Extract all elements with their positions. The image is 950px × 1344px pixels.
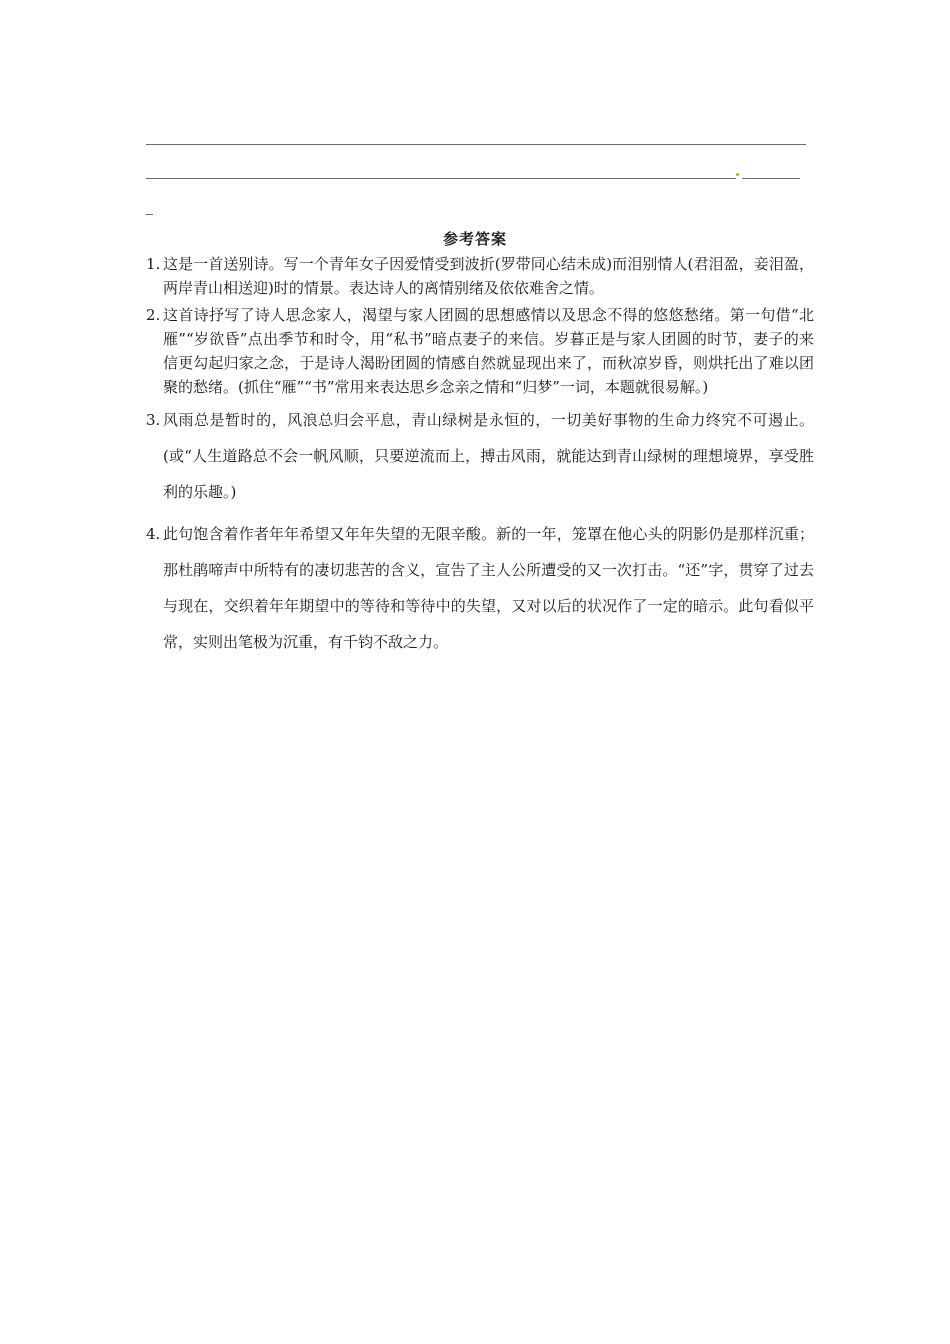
answer-blank-line	[146, 178, 736, 179]
answer-blank-line	[146, 214, 153, 215]
answer-number: 3.	[146, 411, 161, 429]
answer-item	[146, 303, 814, 399]
answer-list	[146, 252, 814, 660]
answer-number: 4.	[146, 525, 161, 543]
answer-blank-line	[146, 144, 806, 145]
answer-text: 风雨总是暂时的，风浪总归会平息，青山绿树是永恒的，一切美好事物的生命力终究不可遏止。(或“人生道路总不会一帆风顺，只要逆流而上，搏击风雨，就能达到青山绿树的理想境界，享受胜利的乐趣。)	[163, 411, 814, 501]
answer-number: 2.	[146, 306, 161, 324]
answer-item	[146, 516, 814, 660]
answer-text: 这是一首送别诗。写一个青年女子因爱情受到波折(罗带同心结未成)而泪别情人(君泪盈，妾泪盈，两岸青山相送迎)时的情景。表达诗人的离情别绪及依依难舍之情。	[163, 255, 814, 297]
answer-blank-line	[742, 178, 800, 179]
answer-text: 此句饱含着作者年年希望又年年失望的无限辛酸。新的一年，笼罩在他心头的阴影仍是那样沉重；那杜鹃啼声中所特有的凄切悲苦的含义，宣告了主人公所遭受的又一次打击。“还”字，贯穿了过去与现在，交织着年年期望中的等待和等待中的失望，又对以后的状况作了一定的暗示。此句看似平常，实则出笔极为沉重，有千钧不敌之力。	[163, 525, 814, 651]
answer-item	[146, 252, 814, 300]
stray-mark	[736, 173, 739, 176]
reference-answers-heading: 参考答案	[442, 230, 507, 248]
answer-item	[146, 402, 814, 510]
answer-number: 1.	[146, 255, 161, 273]
answer-text: 这首诗抒写了诗人思念家人，渴望与家人团圆的思想感情以及思念不得的悠悠愁绪。第一句借“北雁”“岁欲昏”点出季节和时令，用“私书”暗点妻子的来信。岁暮正是与家人团圆的时节，妻子的来信更勾起归家之念，于是诗人渴盼团圆的情感自然就显现出来了，而秋凉岁昏，则烘托出了难以团聚的愁绪。(抓住“雁”“书”常用来表达思乡念亲之情和“归梦”一词，本题就很易解。)	[163, 306, 814, 396]
